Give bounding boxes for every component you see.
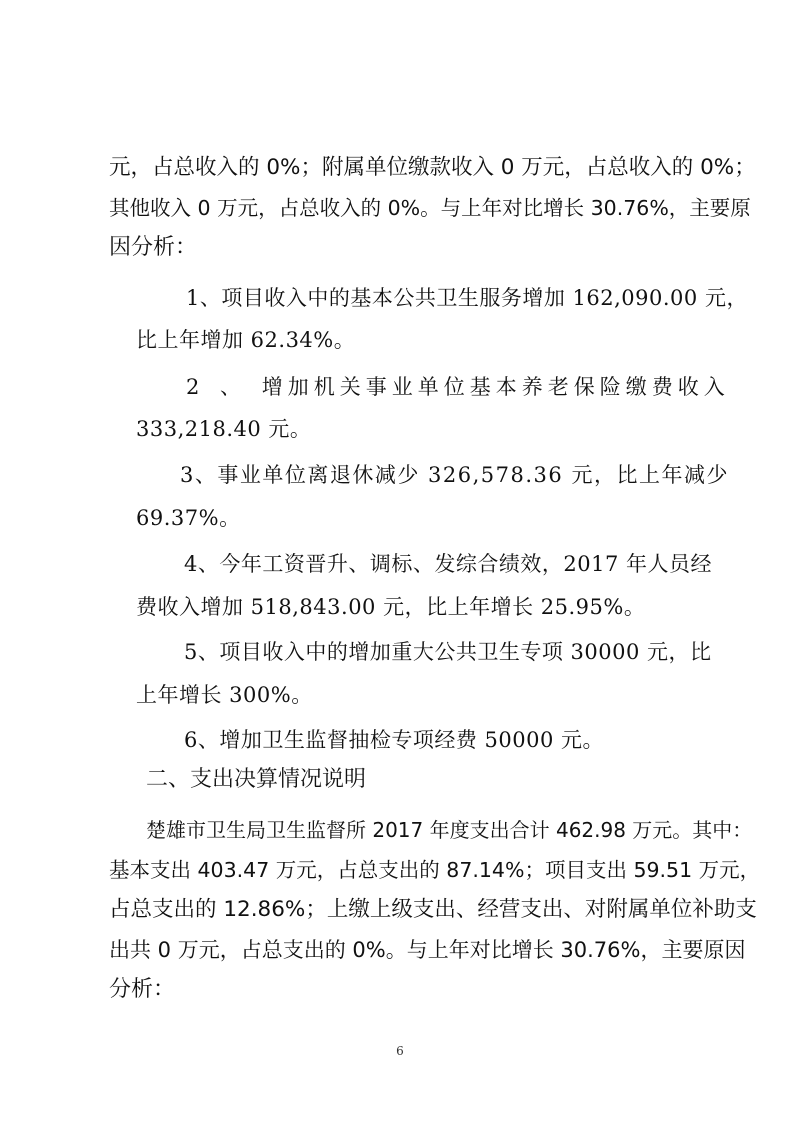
section-heading: 二、支出决算情况说明 — [146, 767, 367, 792]
income-item-4-line-1: 4、今年工资晋升、调标、发综合绩效，2017 年人员经 — [184, 552, 712, 576]
expenditure-paragraph-line-1: 楚雄市卫生局卫生监督所 2017 年度支出合计 462.98 万元。其中： — [146, 818, 753, 842]
expenditure-paragraph-line-2: 基本支出 403.47 万元，占总支出的 87.14%；项目支出 59.51 万元， — [109, 858, 761, 882]
income-paragraph-line-2: 其他收入 0 万元，占总收入的 0%。与上年对比增长 30.76%，主要原 — [109, 196, 751, 220]
income-item-3-line-2: 69.37%。 — [136, 506, 241, 530]
income-item-5-line-2: 上年增长 300%。 — [136, 683, 313, 707]
income-paragraph-line-1: 元，占总收入的 0%；附属单位缴款收入 0 万元，占总收入的 0%； — [109, 155, 756, 180]
expenditure-paragraph-line-3: 占总支出的 12.86%；上缴上级支出、经营支出、对附属单位补助支 — [109, 897, 757, 922]
expenditure-paragraph-line-5: 分析： — [109, 977, 176, 1002]
income-item-2-line-1: 2 、 增加机关事业单位基本养老保险缴费收入 — [186, 375, 730, 399]
income-item-1-line-2: 比上年增加 62.34%。 — [136, 328, 356, 352]
expenditure-paragraph-line-4: 出共 0 万元，占总支出的 0%。与上年对比增长 30.76%，主要原因 — [109, 938, 746, 962]
income-item-2-line-2: 333,218.40 元。 — [136, 417, 312, 441]
income-paragraph-line-3: 因分析： — [109, 235, 198, 260]
income-item-4-line-2: 费收入增加 518,843.00 元，比上年增长 25.95%。 — [136, 595, 646, 619]
income-item-3-line-1: 3、事业单位离退休减少 326,578.36 元，比上年减少 — [180, 463, 729, 487]
page-number: 6 — [396, 1044, 404, 1058]
income-item-5-line-1: 5、项目收入中的增加重大公共卫生专项 30000 元，比 — [184, 640, 712, 664]
income-item-6-line-1: 6、增加卫生监督抽检专项经费 50000 元。 — [184, 728, 605, 752]
income-item-1-line-1: 1、项目收入中的基本公共卫生服务增加 162,090.00 元， — [186, 286, 748, 310]
